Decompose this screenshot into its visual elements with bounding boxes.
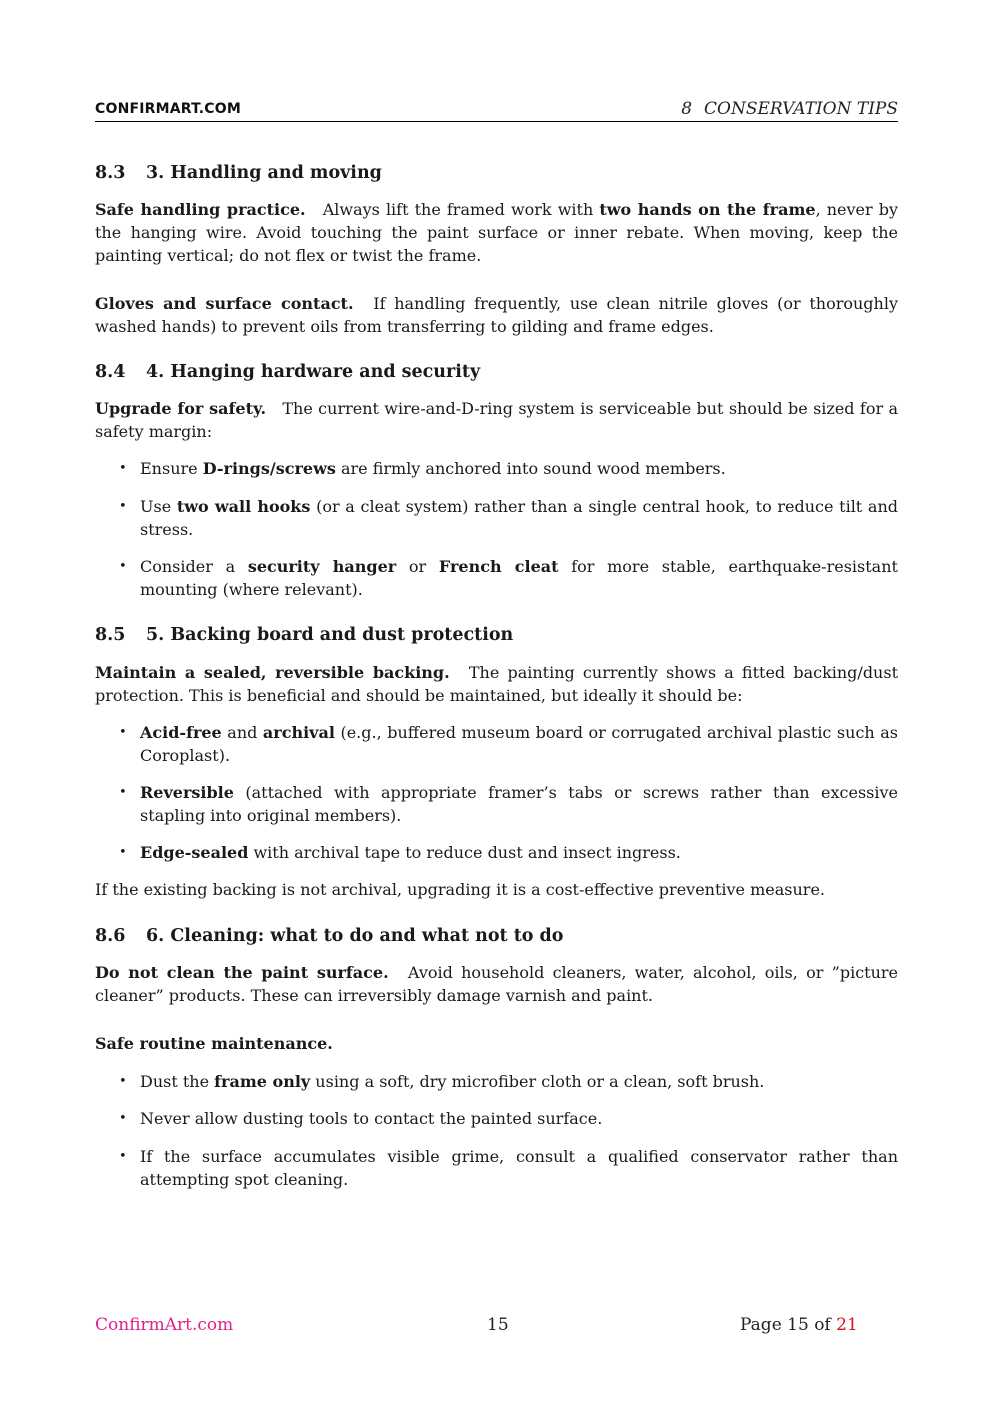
section-number: 8.5 xyxy=(95,625,126,645)
bullet-icon: • xyxy=(119,1111,127,1126)
text: The current wire-and-D-ring system is serviceable but should be sized for a safety margin: xyxy=(95,399,898,441)
bold-text: French cleat xyxy=(438,557,559,576)
list-item xyxy=(95,1145,898,1191)
paragraph xyxy=(95,397,898,443)
hardware-list-item-3 xyxy=(95,555,898,601)
section-8-3-heading-block xyxy=(95,163,898,183)
bullet-list xyxy=(95,841,898,864)
bold-text: Edge-sealed xyxy=(140,843,249,862)
safe-handling-paragraph xyxy=(95,198,898,267)
bold-text: two hands on the frame xyxy=(599,200,816,219)
text: for more stable, earthquake-resistant mounting (where relevant). xyxy=(140,557,898,599)
list-item xyxy=(95,457,898,480)
section-number: 8.3 xyxy=(95,163,126,183)
section-title: 5. Backing board and dust protection xyxy=(146,625,514,645)
paragraph xyxy=(95,661,898,707)
section-title: 3. Handling and moving xyxy=(146,163,382,183)
running-header xyxy=(95,99,898,122)
paragraph xyxy=(95,198,898,267)
hardware-list-item-2 xyxy=(95,495,898,541)
bullet-list xyxy=(95,1107,898,1130)
cleaning-list-item-3 xyxy=(95,1145,898,1191)
text: Consider a xyxy=(140,557,236,576)
confirmart-logo: CONFIRMART.COM xyxy=(95,101,242,117)
bullet-icon: • xyxy=(119,559,127,574)
footer-site-link[interactable]: ConfirmArt.com xyxy=(95,1315,234,1335)
bullet-list xyxy=(95,495,898,541)
section-title: 6. Cleaning: what to do and what not to do xyxy=(146,926,564,946)
list-item xyxy=(95,495,898,541)
text: Use xyxy=(140,497,172,516)
running-section-label: CONSERVATION TIPS xyxy=(704,99,898,119)
section-8-6-heading-block xyxy=(95,926,898,946)
text: Ensure xyxy=(140,459,198,478)
bullet-icon: • xyxy=(119,845,127,860)
hardware-list xyxy=(95,457,898,480)
section-8-5-heading-block xyxy=(95,625,898,645)
text: or xyxy=(408,557,427,576)
run-in-heading: Safe handling practice. xyxy=(95,200,306,219)
list-item xyxy=(95,1070,898,1093)
section-heading xyxy=(95,362,898,382)
footer-page-count xyxy=(740,1315,858,1335)
bold-text: Reversible xyxy=(140,783,234,802)
backing-list-item-3 xyxy=(95,841,898,864)
paragraph xyxy=(95,1032,898,1055)
bullet-icon: • xyxy=(119,499,127,514)
list-item xyxy=(95,781,898,827)
cleaning-list-item-2 xyxy=(95,1107,898,1130)
text: Avoid household cleaners, water, alcohol, oils, or ”picture cleaner” products. These can irreversibly damage varnish and paint. xyxy=(95,963,899,1005)
bullet-list xyxy=(95,457,898,480)
running-section-title xyxy=(681,99,898,119)
bold-text: archival xyxy=(262,723,335,742)
text: , never by the hanging wire. Avoid touching the paint surface or inner rebate. When moving, keep the painting vertical; do not flex or twist the frame. xyxy=(95,200,899,265)
footer-page-number: 15 xyxy=(487,1315,509,1335)
sealed-backing-paragraph xyxy=(95,661,898,707)
bullet-icon: • xyxy=(119,725,127,740)
section-heading xyxy=(95,926,898,946)
run-in-heading: Do not clean the paint surface. xyxy=(95,963,389,982)
paragraph xyxy=(95,292,898,338)
section-heading xyxy=(95,625,898,645)
section-8-4-heading-block xyxy=(95,362,898,382)
section-number: 8.4 xyxy=(95,362,126,382)
safe-maintenance-heading xyxy=(95,1032,898,1055)
list-item xyxy=(95,1107,898,1130)
text: Never allow dusting tools to contact the painted surface. xyxy=(140,1109,603,1128)
cleaning-list-item-1 xyxy=(95,1070,898,1093)
bullet-icon: • xyxy=(119,461,127,476)
text: (attached with appropriate framer’s tabs or screws rather than excessive stapling into original members). xyxy=(140,783,899,825)
bullet-icon: • xyxy=(119,785,127,800)
text: (e.g., buffered museum board or corrugated archival plastic such as Coroplast). xyxy=(140,723,898,765)
run-in-heading: Upgrade for safety. xyxy=(95,399,267,418)
text: The painting currently shows a fitted backing/dust protection. This is beneficial and should be maintained, but ideally it should be: xyxy=(95,663,899,705)
bullet-list xyxy=(95,781,898,827)
list-item xyxy=(95,721,898,767)
page-label: Page 15 of xyxy=(740,1315,831,1335)
text: If handling frequently, use clean nitrile gloves (or thoroughly washed hands) to prevent oils from transferring to gilding and frame edges. xyxy=(95,294,898,336)
list-item xyxy=(95,555,898,601)
section-title: 4. Hanging hardware and security xyxy=(146,362,481,382)
run-in-heading: Gloves and surface contact. xyxy=(95,294,354,313)
list-item xyxy=(95,841,898,864)
bullet-list xyxy=(95,555,898,601)
run-in-heading: Maintain a sealed, reversible backing. xyxy=(95,663,450,682)
text: using a soft, dry microfiber cloth or a clean, soft brush. xyxy=(315,1072,765,1091)
bold-text: D-rings/screws xyxy=(202,459,336,478)
backing-list-item-1 xyxy=(95,721,898,767)
bullet-list xyxy=(95,1070,898,1093)
running-section-number: 8 xyxy=(681,99,693,119)
bullet-list xyxy=(95,1145,898,1191)
bold-text: security hanger xyxy=(247,557,397,576)
do-not-clean-paragraph xyxy=(95,961,898,1007)
text: and xyxy=(227,723,258,742)
text: with archival tape to reduce dust and insect ingress. xyxy=(253,843,681,862)
bullet-icon: • xyxy=(119,1149,127,1164)
bullet-icon: • xyxy=(119,1074,127,1089)
bold-text: two wall hooks xyxy=(176,497,311,516)
section-heading xyxy=(95,163,898,183)
run-in-heading: Safe routine maintenance. xyxy=(95,1034,333,1053)
upgrade-safety-paragraph xyxy=(95,397,898,443)
gloves-paragraph xyxy=(95,292,898,338)
text: Dust the xyxy=(140,1072,210,1091)
text: Always lift the framed work with xyxy=(322,200,594,219)
page-total-link[interactable]: 21 xyxy=(836,1315,858,1335)
bullet-list xyxy=(95,721,898,767)
bold-text: frame only xyxy=(214,1072,311,1091)
bold-text: Acid-free xyxy=(140,723,222,742)
paragraph: If the existing backing is not archival, upgrading it is a cost-effective preventive measure. xyxy=(95,880,826,899)
backing-closing-paragraph xyxy=(95,878,898,901)
text: (or a cleat system) rather than a single central hook, to reduce tilt and stress. xyxy=(140,497,899,539)
paragraph xyxy=(95,961,898,1007)
text: If the surface accumulates visible grime, consult a qualified conservator rather than attempting spot cleaning. xyxy=(140,1147,898,1189)
backing-list-item-2 xyxy=(95,781,898,827)
text: are firmly anchored into sound wood members. xyxy=(340,459,726,478)
section-number: 8.6 xyxy=(95,926,126,946)
